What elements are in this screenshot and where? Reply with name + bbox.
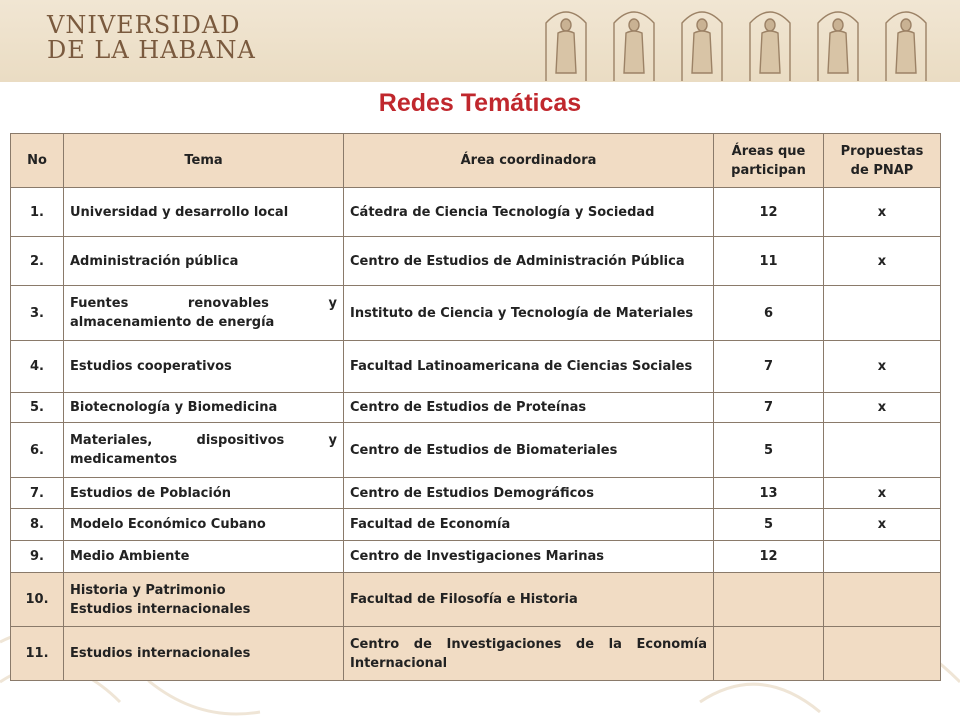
table-row [11, 627, 941, 681]
cell-area: Cátedra de Ciencia Tecnología y Sociedad [344, 188, 714, 237]
cell-no: 4. [11, 341, 64, 393]
table-row [11, 541, 941, 573]
cell-areas: 7 [714, 393, 824, 423]
page-title: Redes Temáticas [378, 89, 582, 117]
cell-areas [714, 627, 824, 681]
cell-area: Centro de Estudios de Biomateriales [344, 423, 714, 478]
statue-1-icon [546, 12, 586, 81]
cell-pnap: x [824, 188, 941, 237]
cell-areas: 7 [714, 341, 824, 393]
statue-3-icon [682, 12, 722, 81]
logo-line-1: VNIVERSIDAD [47, 11, 241, 39]
cell-pnap [824, 286, 941, 341]
cell-tema: Administración pública [64, 237, 344, 286]
cell-no: 1. [11, 188, 64, 237]
cell-areas: 5 [714, 423, 824, 478]
statue-4-icon [750, 12, 790, 81]
cell-areas: 12 [714, 541, 824, 573]
cell-tema-line-1: Historia y Patrimonio [70, 582, 226, 598]
cell-areas: 6 [714, 286, 824, 341]
cell-area: Facultad de Filosofía e Historia [344, 573, 714, 627]
cell-tema: Estudios internacionales [64, 627, 344, 681]
table-row [11, 286, 941, 341]
table-row [11, 393, 941, 423]
cell-area: Facultad Latinoamericana de Ciencias Sociales [344, 341, 714, 393]
cell-areas: 12 [714, 188, 824, 237]
cell-no: 6. [11, 423, 64, 478]
cell-tema: Biotecnología y Biomedicina [64, 393, 344, 423]
cell-pnap [824, 541, 941, 573]
cell-area: Facultad de Economía [344, 509, 714, 541]
cell-tema: Fuentes renovables y almacenamiento de energía [64, 286, 344, 341]
cell-areas: 11 [714, 237, 824, 286]
cell-tema: Universidad y desarrollo local [64, 188, 344, 237]
header-tema: Tema [64, 134, 344, 188]
table-header-row [11, 134, 941, 188]
cell-tema-line-2: Estudios internacionales [70, 601, 251, 617]
cell-pnap [824, 573, 941, 627]
cell-pnap [824, 423, 941, 478]
cell-no: 7. [11, 478, 64, 509]
cell-pnap: x [824, 509, 941, 541]
statue-6-icon [886, 12, 926, 81]
university-logo [47, 13, 256, 63]
cell-tema: Estudios cooperativos [64, 341, 344, 393]
cell-tema: Materiales, dispositivos y medicamentos [64, 423, 344, 478]
table-row [11, 478, 941, 509]
table-row [11, 423, 941, 478]
table-row [11, 341, 941, 393]
table-row [11, 573, 941, 627]
cell-area: Centro de Investigaciones de la Economía Internacional [344, 627, 714, 681]
statue-5-icon [818, 12, 858, 81]
header-no: No [11, 134, 64, 188]
cell-pnap: x [824, 393, 941, 423]
cell-tema: Medio Ambiente [64, 541, 344, 573]
statues-decoration [538, 5, 938, 81]
cell-area: Instituto de Ciencia y Tecnología de Materiales [344, 286, 714, 341]
redes-tematicas-table [10, 133, 941, 681]
header-area-coordinadora: Área coordinadora [344, 134, 714, 188]
cell-area: Centro de Investigaciones Marinas [344, 541, 714, 573]
logo-line-2: DE LA HABANA [47, 36, 256, 64]
cell-area: Centro de Estudios de Administración Pública [344, 237, 714, 286]
cell-no: 5. [11, 393, 64, 423]
cell-tema: Estudios de Población [64, 478, 344, 509]
cell-areas: 5 [714, 509, 824, 541]
cell-areas: 13 [714, 478, 824, 509]
cell-no: 2. [11, 237, 64, 286]
header-banner [0, 0, 960, 82]
header-propuestas-pnap: Propuestas de PNAP [824, 134, 941, 188]
cell-pnap [824, 627, 941, 681]
cell-area: Centro de Estudios de Proteínas [344, 393, 714, 423]
cell-pnap: x [824, 341, 941, 393]
table-row [11, 237, 941, 286]
cell-area: Centro de Estudios Demográficos [344, 478, 714, 509]
cell-areas [714, 573, 824, 627]
cell-tema [64, 573, 344, 627]
cell-no: 3. [11, 286, 64, 341]
cell-pnap: x [824, 478, 941, 509]
statue-2-icon [614, 12, 654, 81]
cell-no: 10. [11, 573, 64, 627]
table-row [11, 509, 941, 541]
cell-no: 11. [11, 627, 64, 681]
cell-tema: Modelo Económico Cubano [64, 509, 344, 541]
cell-pnap: x [824, 237, 941, 286]
header-areas-participan: Áreas que participan [714, 134, 824, 188]
cell-no: 8. [11, 509, 64, 541]
cell-no: 9. [11, 541, 64, 573]
table-row [11, 188, 941, 237]
